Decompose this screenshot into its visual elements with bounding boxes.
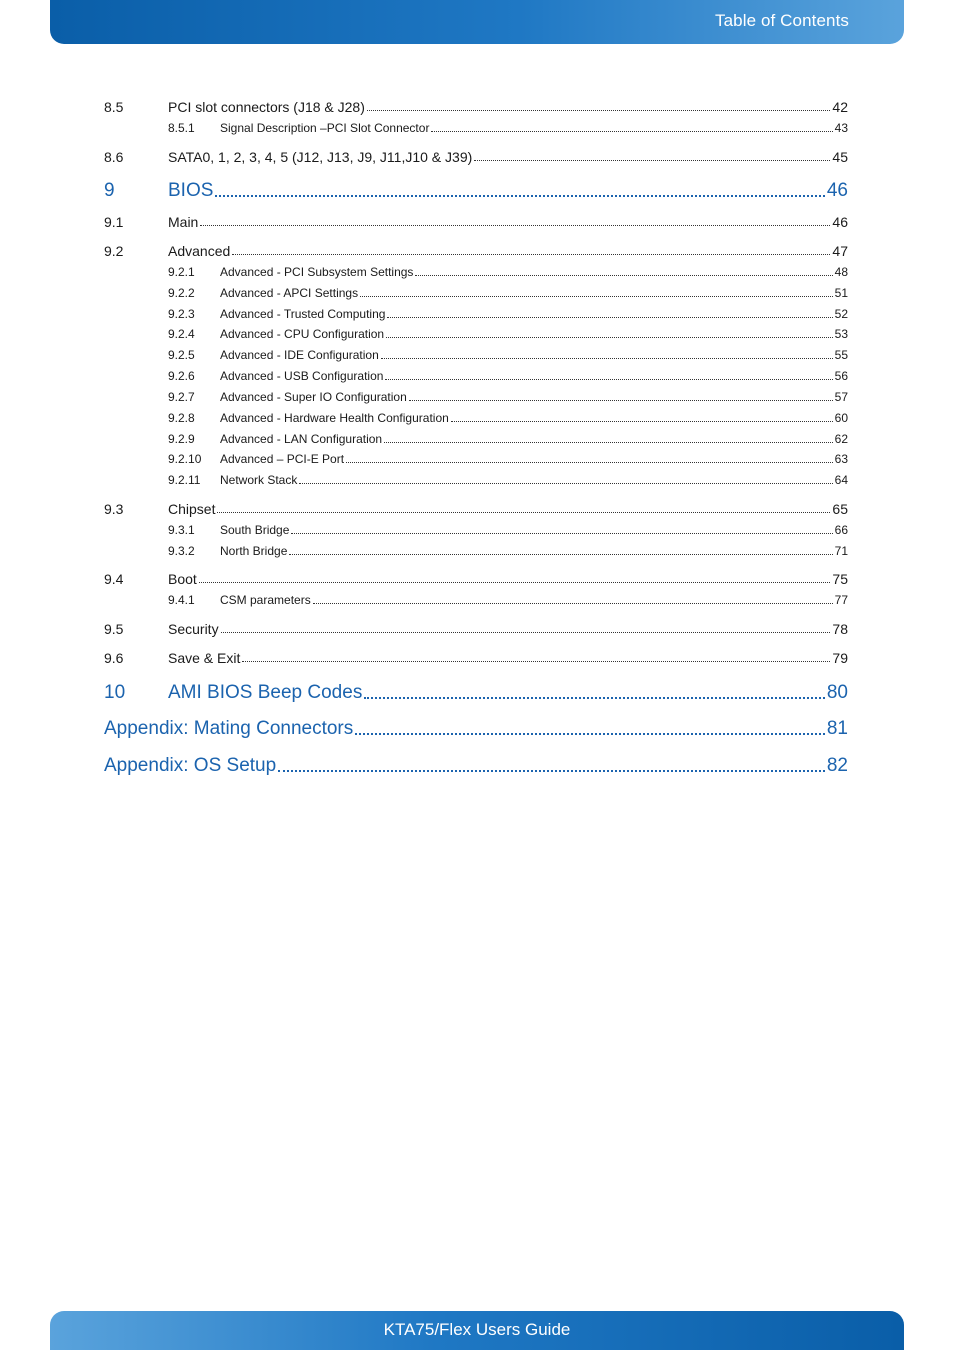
toc-entry-number: 8.6 [104, 149, 124, 165]
dot-leader [387, 317, 832, 318]
toc-entry-title: Advanced - Super IO Configuration [220, 390, 407, 404]
toc-entry[interactable] [104, 473, 848, 487]
toc-entry[interactable] [104, 327, 848, 341]
toc-entry-number: 9.2.4 [168, 327, 195, 341]
toc-entry-title: Advanced - Trusted Computing [220, 307, 386, 321]
dot-leader [289, 554, 832, 555]
dot-leader [384, 442, 833, 443]
toc-entry[interactable] [104, 348, 848, 362]
toc-entry[interactable] [104, 180, 848, 202]
toc-entry-title: Appendix: Mating Connectors [104, 718, 354, 739]
toc-entry-page: 53 [834, 327, 848, 341]
toc-entry-number: 9.2.1 [168, 265, 195, 279]
toc-entry-title: CSM parameters [220, 593, 311, 607]
toc-entry[interactable] [104, 593, 848, 607]
toc-entry[interactable] [104, 214, 848, 230]
toc-entry[interactable] [104, 243, 848, 259]
toc-entry-title: Advanced - APCI Settings [220, 286, 359, 300]
toc-entry-page: 75 [832, 571, 848, 587]
toc-entry-title: Main [168, 214, 199, 230]
toc-entry-page: 80 [826, 682, 848, 703]
toc-entry-title: AMI BIOS Beep Codes [168, 682, 363, 703]
dot-leader [360, 296, 833, 297]
dot-leader [364, 697, 825, 699]
toc-entry[interactable] [104, 523, 848, 537]
toc-entry-title: Network Stack [220, 473, 298, 487]
toc-entry[interactable] [104, 432, 848, 446]
dot-leader [381, 358, 833, 359]
toc-entry[interactable] [104, 718, 848, 740]
toc-entry-title: Save & Exit [168, 650, 241, 666]
dot-leader [221, 632, 831, 633]
dot-leader [313, 603, 833, 604]
toc-entry-title: Advanced - USB Configuration [220, 369, 384, 383]
toc-entry-title: Advanced - PCI Subsystem Settings [220, 265, 414, 279]
toc-entry-number: 10 [104, 682, 126, 703]
toc-entry-title: Advanced – PCI-E Port [220, 452, 345, 466]
toc-entry-page: 65 [832, 501, 848, 517]
dot-leader [415, 275, 832, 276]
toc-entry-number: 9.4.1 [168, 593, 195, 607]
toc-entry[interactable] [104, 650, 848, 666]
toc-entry[interactable] [104, 621, 848, 637]
toc-entry-page: 81 [826, 718, 848, 739]
toc-entry-page: 57 [834, 390, 848, 404]
toc-entry[interactable] [104, 307, 848, 321]
toc-entry[interactable] [104, 571, 848, 587]
dot-leader [232, 254, 830, 255]
toc-entry-number: 9.3.1 [168, 523, 195, 537]
toc-entry-number: 9.2.5 [168, 348, 195, 362]
toc-entry-title: Advanced - LAN Configuration [220, 432, 383, 446]
toc-entry-number: 9.5 [104, 621, 124, 637]
dot-leader [242, 661, 830, 662]
toc-entry-title: Advanced - Hardware Health Configuration [220, 411, 449, 425]
dot-leader [199, 582, 831, 583]
toc-entry-page: 82 [826, 755, 848, 776]
toc-entry-number: 9 [104, 180, 115, 201]
toc-entry-page: 51 [834, 286, 848, 300]
toc-entry-page: 52 [834, 307, 848, 321]
toc-entry-number: 8.5 [104, 99, 124, 115]
toc-entry-number: 9.3 [104, 501, 124, 517]
header-title: Table of Contents [714, 11, 849, 30]
page-footer [50, 1311, 904, 1350]
toc-entry-page: 66 [834, 523, 848, 537]
dot-leader [217, 512, 830, 513]
toc-entry-title: Advanced - CPU Configuration [220, 327, 385, 341]
toc-entry-number: 9.6 [104, 650, 124, 666]
toc-entry-page: 77 [834, 593, 848, 607]
toc-entry[interactable] [104, 544, 848, 558]
toc-entry-page: 55 [834, 348, 848, 362]
toc-entry-page: 64 [834, 473, 848, 487]
toc-entry-title: BIOS [168, 180, 214, 201]
dot-leader [291, 533, 832, 534]
dot-leader [215, 195, 824, 197]
toc-entry-number: 9.1 [104, 214, 124, 230]
toc-entry-page: 56 [834, 369, 848, 383]
toc-entry-page: 48 [834, 265, 848, 279]
toc-entry-title: Boot [168, 571, 197, 587]
dot-leader [299, 483, 832, 484]
toc-entry-title: Appendix: OS Setup [104, 755, 277, 776]
toc-entry-number: 9.2.8 [168, 411, 195, 425]
toc-entry-number: 8.5.1 [168, 121, 195, 135]
toc-entry[interactable] [104, 411, 848, 425]
toc-entry-title: North Bridge [220, 544, 288, 558]
toc-entry-page: 63 [834, 452, 848, 466]
toc-entry-title: Signal Description –PCI Slot Connector [220, 121, 430, 135]
toc-entry-title: SATA0, 1, 2, 3, 4, 5 (J12, J13, J9, J11,J10 & J39) [168, 149, 473, 165]
dot-leader [386, 337, 833, 338]
toc-entry-title: Advanced - IDE Configuration [220, 348, 379, 362]
toc-entry-title: South Bridge [220, 523, 290, 537]
toc-entry-number: 9.2 [104, 243, 124, 259]
footer-title: KTA75/Flex Users Guide [383, 1320, 571, 1339]
toc-entry-page: 45 [832, 149, 848, 165]
dot-leader [355, 733, 825, 735]
toc-entry-page: 43 [834, 121, 848, 135]
toc-entry-title: PCI slot connectors (J18 & J28) [168, 99, 365, 115]
toc-entry-number: 9.3.2 [168, 544, 195, 558]
toc-entry[interactable] [104, 452, 848, 466]
toc-entry-title: Chipset [168, 501, 216, 517]
toc-entry-number: 9.2.6 [168, 369, 195, 383]
toc-entry-page: 60 [834, 411, 848, 425]
toc-entry-number: 9.4 [104, 571, 124, 587]
toc-entry[interactable] [104, 369, 848, 383]
toc-entry[interactable] [104, 755, 848, 777]
toc-entry-number: 9.2.2 [168, 286, 195, 300]
toc-entry[interactable] [104, 265, 848, 279]
dot-leader [367, 110, 831, 111]
toc-entry-title: Security [168, 621, 219, 637]
dot-leader [474, 160, 830, 161]
dot-leader [278, 770, 825, 772]
toc-entry[interactable] [104, 149, 848, 165]
toc-entry[interactable] [104, 682, 848, 704]
toc-entry[interactable] [104, 390, 848, 404]
toc-entry-number: 9.2.11 [168, 473, 201, 487]
dot-leader [385, 379, 832, 380]
toc-entry-number: 9.2.10 [168, 452, 202, 466]
toc-entry-page: 46 [826, 180, 848, 201]
toc-entry-page: 42 [832, 99, 848, 115]
toc-entry-number: 9.2.9 [168, 432, 195, 446]
dot-leader [346, 462, 833, 463]
dot-leader [200, 225, 830, 226]
dot-leader [431, 131, 832, 132]
toc-entry-page: 79 [832, 650, 848, 666]
toc-entry-number: 9.2.3 [168, 307, 195, 321]
toc-entry-page: 62 [834, 432, 848, 446]
toc-entry-page: 47 [832, 243, 848, 259]
toc-entry[interactable] [104, 99, 848, 115]
dot-leader [409, 400, 833, 401]
page-header [50, 0, 904, 44]
toc-entry-number: 9.2.7 [168, 390, 195, 404]
toc-entry-title: Advanced [168, 243, 231, 259]
toc-entry[interactable] [104, 286, 848, 300]
toc-entry-page: 46 [832, 214, 848, 230]
dot-leader [451, 421, 833, 422]
toc-entry[interactable] [104, 501, 848, 517]
toc-entry[interactable] [104, 121, 848, 135]
toc-entry-page: 71 [834, 544, 848, 558]
toc-entry-page: 78 [832, 621, 848, 637]
